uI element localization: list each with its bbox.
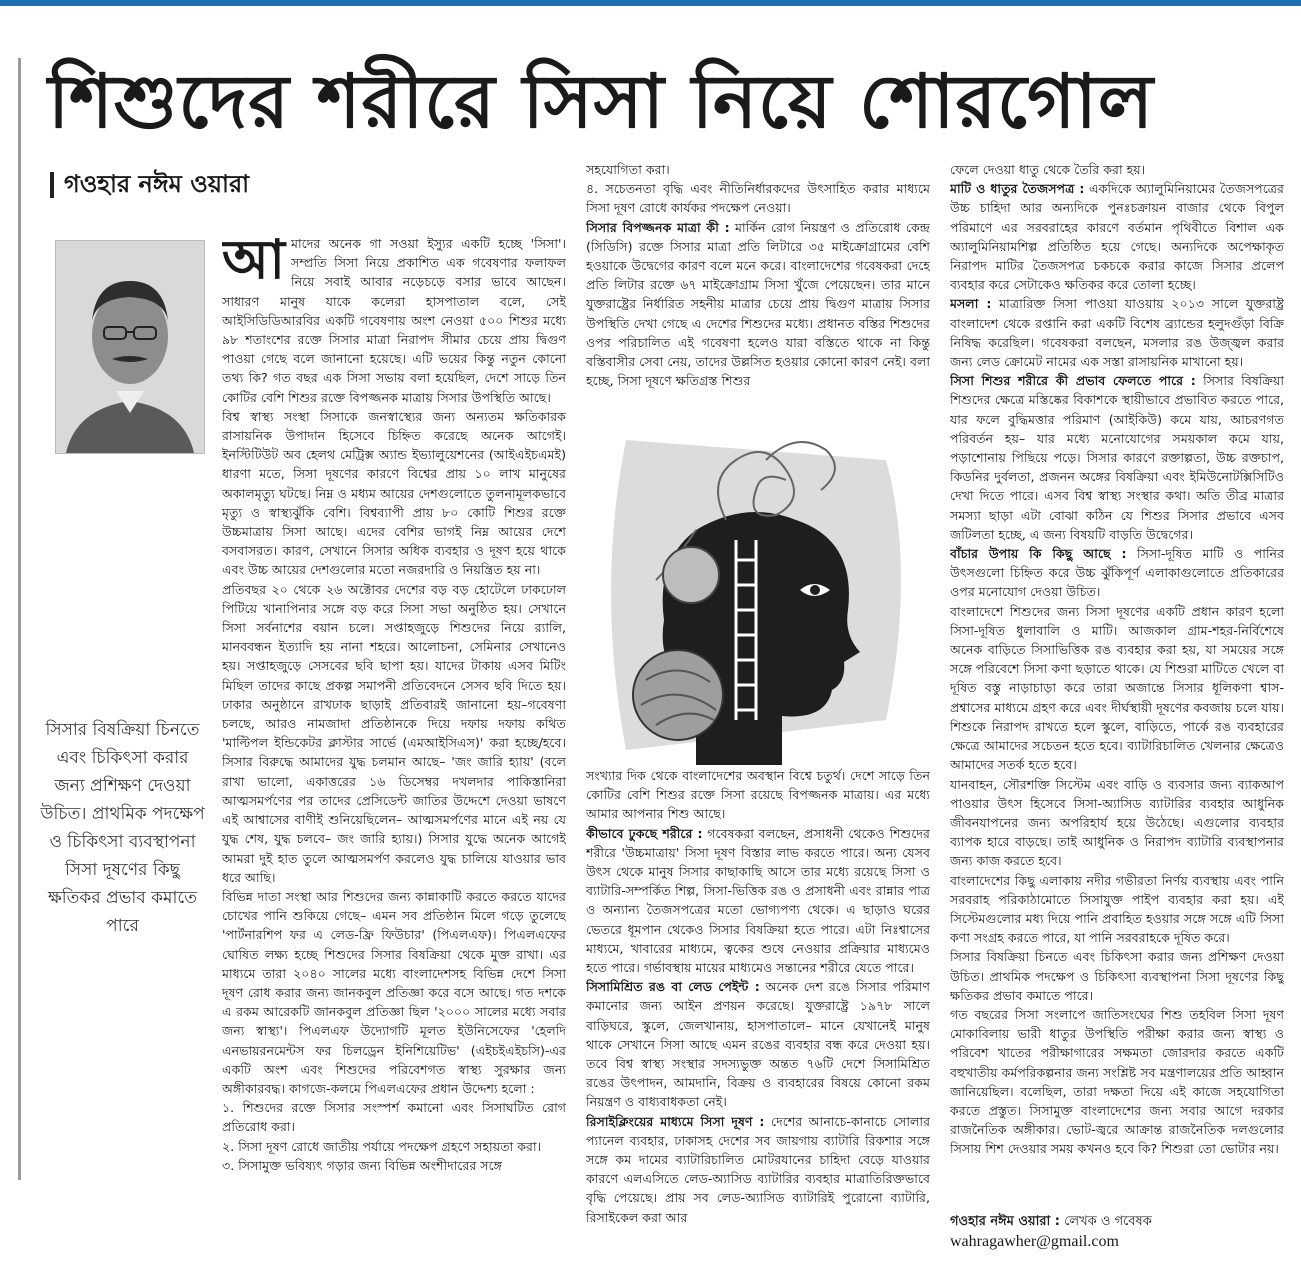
subheading: মাটি ও ধাতুর তৈজসপত্র : [950,181,1085,197]
article-column-2-top [586,160,930,410]
subheading: সিসার বিপজ্জনক মাত্রা কী : [586,219,730,235]
paragraph [222,234,566,407]
paragraph: গত বছরের সিসা সংলাপে জাতিসংঘের শিশু তহবিল সিসা দূষণ মোকাবিলায় ভারী ধাতুর উপস্থিতি পরীক্ষা করার জন্য স্বাস্থ্য ও পরিবেশ খাতের পরীক্ষাগারের সক্ষমতা জোরদার করতে একটি বহুখাতীয় কর্মপরিকল্পনার জন্য সংশ্লিষ্ট সব মন্ত্রণালয়ের প্রতি আহ্বান জানিয়েছিল। বলেছিল, তারা দক্ষতা দিয়ে এই কাজে সহযোগিতা করতে প্রস্তুত। সিসামুক্ত বাংলাদেশের জন্য সবার আগে দরকার রাজনৈতিক অঙ্গীকার। ভোট-জ্বরে আক্রান্ত রাজনৈতিক দলগুলোর সিসায় শিশ দেওয়ার সময় কখনও হবে কি? শিশুরা তো ভোটার নয়। [950,1006,1284,1157]
list-item: ৪. সচেতনতা বৃদ্ধি এবং নীতিনির্ধারকদের উৎসাহিত করার মাধ্যমে সিসা দূষণ রোধে কার্যকর পদক্ষেপ নেওয়া। [586,181,930,216]
paragraph [950,179,1284,294]
subheading: কীভাবে ঢুকছে শরীরে : [586,825,703,841]
paragraph [950,544,1284,602]
subheading: মসলা : [950,296,992,312]
author-photo [55,240,205,454]
paragraph [586,824,930,978]
paragraph-text: সিসা-দূষিত মাটি ও পানির উৎসগুলো চিহ্নিত করে উচ্চ ঝুঁকিপূর্ণ এলাকাগুলোতে প্রতিকারের ওপর মনোযোগ দেওয়া উচিত। [950,546,1284,600]
paragraph: সংখ্যার দিক থেকে বাংলাদেশের অবস্থান বিশ্বে চতুর্থ। দেশে সাড়ে তিন কোটির বেশি শিশুর রক্তে সিসা রয়েছে বিপজ্জনক মাত্রায়। এর মধ্যে আমার আপনার শিশু আছে। [586,768,930,822]
paragraph: বিশ্ব স্বাস্থ্য সংস্থা সিসাকে জনস্বাস্থ্যের জন্য অন্যতম ক্ষতিকারক রাসায়নিক উপাদান হিসেবে চিহ্নিত করেছে অনেক আগেই। ইনস্টিটিউট অব হেলথ মেট্রিক্স অ্যান্ড ইভ্যালুয়েশনের (আইএইচএমই) ধারণা মতে, সিসা দূষণের কারণে বিশ্বের প্রায় ১০ লাখ মানুষের অকালমৃত্যু ঘটছে। নিম্ন ও মধ্যম আয়ের দেশগুলোতে তুলনামূলকভাবে মৃত্যু ও স্বাস্থ্যঝুঁকি বেশি। বিশ্বব্যাপী প্রায় ৮০ কোটি শিশুর রক্তে উচ্চমাত্রায় সিসা আছে। এদের বেশির ভাগই নিম্ন আয়ের দেশে বসবাসরত। কারণ, সেখানে সিসার অধিক ব্যবহার ও দূষণ হয়ে থাকে এবং উচ্চ আয়ের দেশগুলোর মতো নজরদারি ও নিয়ন্ত্রিত হয় না। [222,408,566,578]
subheading: রিসাইক্লিংয়ের মাধ্যমে সিসা দূষণ : [586,1113,765,1129]
top-accent-bar [0,0,1301,6]
list-item: ১. শিশুদের রক্তে সিসার সংস্পর্শ কমানো এবং সিসাঘটিত রোগ প্রতিরোধ করা। [222,1100,566,1135]
paragraph [586,1112,930,1227]
signature-name: গওহার নঈম ওয়ারা : [950,1214,1060,1229]
signature-role: লেখক ও গবেষক [1064,1214,1152,1229]
paragraph-text: দেশের আনাচে-কানাচে সোলার প্যানেল ব্যবহার, ঢাকাসহ দেশের সব জায়গায় ব্যাটারি রিকশার সঙ্গে সঙ্গে কম দামের ব্যাটারিচালিত মোটরযানের চাহিদা বেড়ে যাওয়ার কারণে এলএসিতে লেড-অ্যাসিড ব্যাটারির ব্যবহার মাত্রাতিরিক্তভাবে বৃদ্ধি পেয়েছে। প্রায় সব লেড-অ্যাসিড ব্যাটারিই পুরোনো ব্যাটারি, রিসাইকেল করা আর [586,1113,930,1225]
paragraph-text: গবেষকরা বলছেন, প্রসাধনী থেকেও শিশুদের শরীরে 'উচ্চমাত্রায়' সিসা দূষণ বিস্তার লাভ করতে পারে। অন্য যেসব উৎস থেকে মানুষ সিসার কাছাকাছি আসে তার মধ্যে রয়েছে সিসা ও ব্যাটারি-সম্পর্কিত শিল্প, সিসা-ভিত্তিক রঙ ও প্রসাধনী এবং রান্নার পাত্র ও অন্যান্য তৈজসপত্রের মতো ভোগ্যপণ্য থেকে। এ ছাড়াও ঘরের ভেতরে ধূমপান থেকেও সিসার বিষক্রিয়া হতে পারে। এটা নিঃশ্বাসের মাধ্যমে, খাবারের মাধ্যমে, ত্বকের শুষে নেওয়ার প্রক্রিয়ার মাধ্যমেও হতে পারে। গর্ভাবস্থায় মায়ের মাধ্যমেও সন্তানের শরীরে যেতে পারে। [586,825,930,976]
article-illustration [586,420,930,765]
list-item: ২. সিসা দূষণ রোধে জাতীয় পর্যায়ে পদক্ষেপ গ্রহণে সহায়তা করা। [222,1138,542,1154]
paragraph: যানবাহন, সৌরশক্তি সিস্টেম এবং বাড়ি ও ব্যবসার জন্য ব্যাকআপ পাওয়ার উৎস হিসেবে সিসা-অ্যাসিড ব্যাটারির ব্যবহার আধুনিক জীবনযাপনের জন্য অপরিহার্য হয়ে উঠেছে। এগুলোর ব্যবহার ব্যাপক হারে বাড়ছে। তাই আধুনিক ও নিরাপদ ব্যাটারি ব্যবস্থাপনার জন্য কাজ করতে হবে। [950,776,1284,869]
article-column-1 [222,234,566,1254]
paragraph: ফেলে দেওয়া ধাতু থেকে তৈরি করা হয়। [950,162,1146,177]
article-column-2-bottom [586,766,930,1256]
drop-cap: আ [222,234,285,291]
paragraph: বাংলাদেশে শিশুদের জন্য সিসা দূষণের একটি প্রধান কারণ হলো সিসা-দূষিত ধুলাবালি ও মাটি। আজকাল গ্রাম-শহর-নির্বিশেষে অনেক বাড়িতে সিসাভিত্তিক রঙ ব্যবহার করা হয়, যা সময়ের সঙ্গে সঙ্গে পরিবেশে সিসা কণা ছড়াতে থাকে। যে শিশুরা মাটিতে খেলে বা দূষিত বস্তু নাড়াচাড়া করে তারা অজান্তে সিসার ধূলিকণা শ্বাস-প্রশ্বাসের মাধ্যমে গ্রহণ করে এবং দীর্ঘস্থায়ী দূষণের কবজায় চলে যায়। শিশুকে নিরাপদ রাখতে হলে স্কুলে, বাড়িতে, পার্কে রঙ ব্যবহারের ক্ষেত্রে আমাদের সচেতন হতে হবে। ব্যাটারিচালিত খেলনার ক্ষেত্রেও আমাদের সতর্ক হতে হবে। [950,603,1284,773]
left-rule [18,58,21,1180]
subheading: সিসামিশ্রিত রঙ বা লেড পেইন্ট : [586,979,760,995]
paragraph: সিসার বিষক্রিয়া চিনতে এবং চিকিৎসা করার জন্য প্রশিক্ষণ দেওয়া উচিত। প্রাথমিক পদক্ষেপ ও চিকিৎসা ব্যবস্থাপনা সিসা দূষণের কিছু ক্ষতিকর প্রভাব কমাতে পারে। [950,949,1284,1003]
byline [50,164,249,204]
paragraph-text: অনেক দেশ রঙে সিসার পরিমাণ কমানোর জন্য আইন প্রণয়ন করেছে। যুক্তরাষ্ট্রে ১৯৭৮ সালে বাড়িঘরে, স্কুলে, জেলখানায়, হাসপাতালে– মানে যেখানেই মানুষ থাকে সেখানে সিসা আছে এমন রঙের ব্যবহার বন্ধ করে দেওয়া হয়। তবে বিশ্ব স্বাস্থ্য সংস্থার সদস্যভুক্ত অন্তত ৭৬টি দেশে সিসামিশ্রিত রঙের উৎপাদন, আমদানি, বিক্রয় ও ব্যবহারের বিষয়ে কোনো রকম নিয়ন্ত্রণ ও বাধ্যবাধকতা নেই। [586,979,930,1110]
author-email[interactable]: wahragawher@gmail.com [950,1233,1119,1250]
paragraph [586,977,930,1111]
paragraph [950,371,1284,544]
paragraph: বিভিন্ন দাতা সংস্থা আর শিশুদের জন্য কান্নাকাটি করতে করতে যাদের চোখের পানি শুকিয়ে গেছে– এমন সব প্রতিষ্ঠান মিলে গড়ে তুলেছে 'পার্টনারশিপ ফর এ লেড-ফ্রি ফিউচার' (পিএলএফ)। পিএলএফের ঘোষিত লক্ষ্য হচ্ছে শিশুদের সিসার বিষক্রিয়া থেকে মুক্ত রাখা। এর মাধ্যমে তারা ২০৪০ সালের মধ্যে বাংলাদেশসহ বিভিন্ন দেশে সিসা দূষণ রোধ করার জন্য জানকবুল প্রতিজ্ঞা করে বসে আছে। গত দশকে এ রকম আরেকটি জানকবুল প্রতিজ্ঞা ছিল '২০০০ সালের মধ্যে সবার জন্য স্বাস্থ্য'। পিএলএফ উদ্যোগটি মূলত ইউনিসেফের 'হেলদি এনভায়রনমেন্টস ফর চিলড্রেন ইনিশিয়েটিভ' (এইচইএইচসি)-এর একটি অংশ এবং শিশুদের পরিবেশগত স্বাস্থ্য সুরক্ষার জন্য অঙ্গীকারবদ্ধ। কাগজে-কলমে পিএলএফের প্রধান উদ্দেশ্য হলো : [222,888,566,1096]
head-thread-illustration [586,420,930,765]
paragraph-text: মাদের অনেক গা সওয়া ইস্যুর একটি হচ্ছে 'সিসা'। সম্প্রতি সিসা নিয়ে প্রকাশিত এক গবেষণার ফলাফল নিয়ে সবাই আবার নড়েচড়ে বসার ভাবে আছেন। সাধারণ মানুষ যাকে কলেরা হাসপাতাল বলে, সেই আইসিডিডিআরবির একটি গবেষণায় অংশ নেওয়া ৫০০ শিশুর মধ্যে ৯৮ শতাংশের রক্তে সিসার মাত্রা নিরাপদ সীমার চেয়ে প্রায় দ্বিগুণ পাওয়া গেছে বলে জানানো হয়েছে। এটি ভয়ের কিন্তু নতুন কোনো তথ্য কি? গত বছর এক সিসা সভায় বলা হয়েছিল, দেশে সাড়ে তিন কোটির বেশি শিশুর রক্তে বিপজ্জনক মাত্রায় সিসার উপস্থিতি আছে। [222,236,566,405]
paragraph-text: একদিকে অ্যালুমিনিয়ামের তৈজসপত্রের উচ্চ চাহিদা আর অন্যদিকে পুনঃচক্রায়ন বাজার থেকে বিপুল পরিমাণে এর সরবরাহের কারণে বর্তমান পৃথিবীতে বিশাল এক অ্যালুমিনিয়ামশিল্প প্রতিষ্ঠিত হয়ে গেছে। অন্যদিকে অপেক্ষাকৃত নিরাপদ মাটির তৈজসপত্র চকচকে করার কাজে সিসার প্রলেপ ব্যবহার করে সেটাকেও ক্ষতিকর করে তোলা হচ্ছে। [950,181,1284,293]
paragraph [950,294,1284,371]
paragraph: বাংলাদেশের কিছু এলাকায় নদীর গভীরতা নির্ণয় ব্যবস্থায় এবং পানি সরবরাহ পরিকাঠামোতে সিসাযুক্ত পাইপ ব্যবহার করা হয়। এই সিস্টেমগুলোর মধ্য দিয়ে পানি প্রবাহিত হওয়ার সঙ্গে সঙ্গে এটি সিসা কণা সংগ্রহ করতে পারে, যা পানি সরবরাহকে দূষিত করে। [950,872,1284,946]
author-signature [950,1212,1284,1252]
article-headline: শিশুদের শরীরে সিসা নিয়ে শোরগোল [48,59,1154,145]
subheading: সিসা শিশুর শরীরে কী প্রভাব ফেলতে পারে : [950,373,1196,389]
portrait-illustration [56,241,204,453]
paragraph-text: মাত্রারিক্ত সিসা পাওয়া যাওয়ায় ২০১৩ সালে যুক্তরাষ্ট্র বাংলাদেশ থেকে রপ্তানি করা একটি বিশেষ ব্র্যান্ডের হলুদগুঁড়া বিক্রি নিষিদ্ধ করেছিল। গবেষকরা বলছেন, মসলার রঙ উজ্জ্বল করার জন্য লেড ক্রোমেট নামের এক সস্তা রাসায়নিক মাখানো হয়। [950,296,1284,370]
paragraph: সহযোগিতা করা। [586,162,670,177]
list-item: ৩. সিসামুক্ত ভবিষ্যৎ গড়ার জন্য বিভিন্ন অংশীদারের সঙ্গে [222,1157,503,1173]
paragraph: প্রতিবছর ২০ থেকে ২৬ অক্টোবর দেশের বড় বড় হোটেলে ঢাকঢোল পিটিয়ে খানাপিনার সঙ্গে বড় করে সিসা সভা অনুষ্ঠিত হয়। সেখানে সিসা সর্বনাশের বয়ান চলে। সপ্তাহজুড়ে শিশুদের নিয়ে র‍্যালি, মানববন্ধন ইত্যাদি হয় নানা শহরে। আলোচনা, সেমিনার সেখানেও হয়। সপ্তাহজুড়ে সেসবের ছবি ছাপা হয়। যাদের টাকায় এসব মিটিং মিছিল তাদের কাছে প্রকল্প সমাপনী প্রতিবেদনে সেসব ছবি দিতে হয়। ঢাকার অনুষ্ঠানে রাখঢাক ছাড়াই প্রতিবারই জানানো হয়–গবেষণা চলছে, আরও নামজাদা প্রতিষ্ঠানকে দিয়ে দফায় দফায় কথিত 'মাল্টিপল ইন্ডিকেটর ক্লাস্টার সার্ভে (এমআইসিএস)' করা হচ্ছে/হবে। সিসার বিরুদ্ধে আমাদের যুদ্ধ চলমান আছে– 'জং জারি হ্যায়' (বলে রাখা ভালো, একাত্তরের ১৬ ডিসেম্বর দখলদার পাকিস্তানিরা আত্মসমর্পণের পর তাদের প্রেসিডেন্ট জাতির উদ্দেশে দেওয়া ভাষণে এই আশ্বাসের বাণীই শুনিয়েছিলেন– আত্মসমর্পণের মানে এই নয় যে যুদ্ধ শেষ, যুদ্ধ চলবে– জং জারি হ্যায়।) সিসার যুদ্ধে অনেক আগেই আমরা দুই হাত তুলে আত্মসমর্পণ করলেও যুদ্ধ চালিয়ে যাওয়ার ভাব ধরে আছি। [222,581,566,885]
paragraph-text: মার্কিন রোগ নিয়ন্ত্রণ ও প্রতিরোধ কেন্দ্র (সিডিসি) রক্তে সিসার মাত্রা প্রতি লিটারে ৩৫ মাইক্রোগ্রামের বেশি হওয়াকে উদ্বেগের কারণ বলে মনে করে। বাংলাদেশের গবেষকরা দেহে প্রতি লিটার রক্তে ৬৭ মাইক্রোগ্রাম সিসা খুঁজে পেয়েছেন। তার মানে যুক্তরাষ্ট্রের নির্ধারিত সহনীয় মাত্রার চেয়ে প্রায় দ্বিগুণ মাত্রায় সিসার উপস্থিতি দেখা গেছে এ দেশের শিশুদের মধ্যে। প্রধানত বস্তির শিশুদের ওপর পরিচালিত এই গবেষণা হলেও যারা বস্তিতে থাকে না কিন্তু বস্তিবাসীর সেবা নেয়, তাদের উল্লসিত হওয়ার কোনো কারণ নেই। বলা হচ্ছে, সিসা দূষণে ক্ষতিগ্রস্ত শিশুর [586,219,930,389]
author-name: গওহার নঈম ওয়ারা [64,170,250,198]
byline-bar [50,172,54,198]
paragraph-text: সিসার বিষক্রিয়া শিশুদের ক্ষেত্রে মস্তিষ্কের বিকাশকে স্থায়ীভাবে প্রভাবিত করতে পারে, যার ফলে বুদ্ধিমত্তার পরিমাণ (আইকিউ) কমে যায়, আচরণগত পরিবর্তন হয়– যার মধ্যে মনোযোগের সময়কাল কমে যায়, পড়াশোনায় পিছিয়ে পড়ে। সিসার কারণে রক্তাল্পতা, উচ্চ রক্তচাপ, কিডনির দুর্বলতা, প্রজনন অঙ্গের বিষক্রিয়া এবং ইমিউনোটক্সিসিটিও দেখা দিতে পারে। এসব বিশ্ব স্বাস্থ্য সংস্থার কথা। অতি তীব্র মাত্রার সমস্যা ছাড়া এটা বোঝা কঠিন যে শিশুর সিসার প্রভাবে এসব জটিলতা হচ্ছে, এ জন্য বিষয়টি বাড়তি উদ্বেগের। [950,373,1284,542]
signature-line [950,1212,1284,1232]
subheading: বাঁচার উপায় কি কিছু আছে : [950,546,1127,562]
article-column-3 [950,160,1284,1220]
paragraph [586,218,930,391]
pull-quote: সিসার বিষক্রিয়া চিনতে এবং চিকিৎসা করার জন্য প্রশিক্ষণ দেওয়া উচিত। প্রাথমিক পদক্ষেপ ও চিকিৎসা ব্যবস্থাপনা সিসা দূষণের কিছু ক্ষতিকর প্রভাব কমাতে পারে [40,720,205,936]
